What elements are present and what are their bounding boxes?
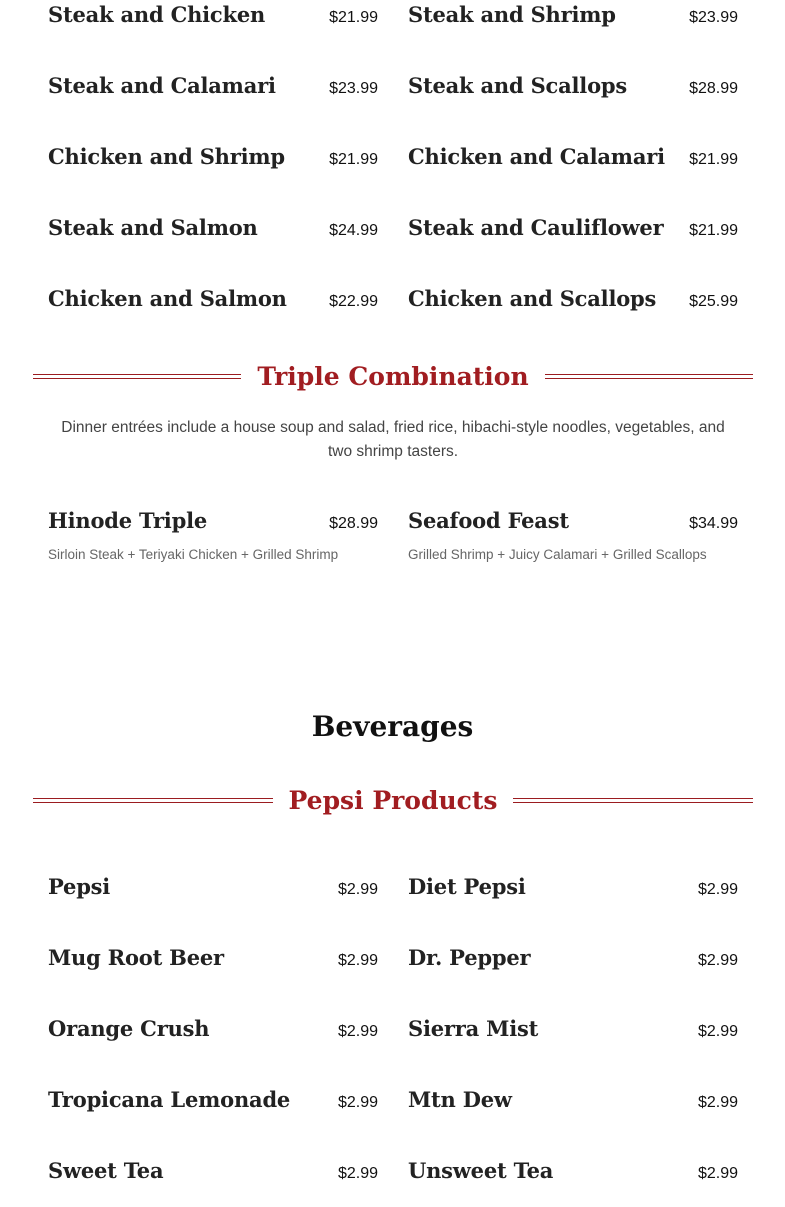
menu-item	[408, 73, 738, 98]
menu-item	[408, 1158, 738, 1183]
item-name: Steak and Chicken	[48, 2, 266, 27]
pepsi-products-header	[33, 780, 753, 820]
triple-menu-grid	[48, 508, 738, 562]
item-description: Grilled Shrimp + Juicy Calamari + Grilled Scallops	[408, 547, 707, 562]
item-name: Dr. Pepper	[408, 945, 531, 970]
item-price: $25.99	[689, 293, 738, 310]
item-price: $28.99	[689, 80, 738, 97]
divider-right	[545, 374, 753, 379]
menu-item	[48, 945, 378, 970]
item-price: $21.99	[689, 222, 738, 239]
item-price: $21.99	[329, 151, 378, 168]
item-price: $2.99	[697, 881, 738, 898]
menu-item	[408, 215, 738, 240]
menu-item	[408, 2, 738, 27]
item-price: $34.99	[689, 515, 738, 532]
item-price: $2.99	[337, 952, 378, 969]
item-name: Orange Crush	[48, 1016, 210, 1041]
triple-intro-text: Dinner entrées include a house soup and salad, fried rice, hibachi-style noodles, vegetables, and two shrimp tasters.	[61, 419, 725, 460]
item-price: $23.99	[689, 9, 738, 26]
item-name: Chicken and Shrimp	[48, 144, 285, 169]
item-name: Unsweet Tea	[408, 1158, 554, 1183]
menu-item	[48, 215, 378, 240]
menu-item	[408, 874, 738, 899]
section-title: Triple Combination	[257, 361, 529, 391]
item-name: Hinode Triple	[48, 508, 208, 533]
item-name: Sierra Mist	[408, 1016, 539, 1041]
item-price: $2.99	[337, 881, 378, 898]
menu-item	[48, 1158, 378, 1183]
item-price: $2.99	[697, 952, 738, 969]
item-name: Seafood Feast	[408, 508, 569, 533]
item-price: $23.99	[329, 80, 378, 97]
divider-right	[513, 798, 753, 803]
item-price: $2.99	[337, 1165, 378, 1182]
item-price: $21.99	[329, 9, 378, 26]
combo-menu-grid	[48, 2, 738, 311]
item-price: $21.99	[689, 151, 738, 168]
menu-item	[48, 874, 378, 899]
divider-left	[33, 374, 241, 379]
item-price: $22.99	[329, 293, 378, 310]
item-price: $2.99	[697, 1094, 738, 1111]
beverage-menu-grid	[48, 874, 738, 1183]
menu-item	[48, 508, 378, 562]
item-description: Sirloin Steak + Teriyaki Chicken + Grilled Shrimp	[48, 547, 339, 562]
menu-item	[408, 286, 738, 311]
item-name: Tropicana Lemonade	[48, 1087, 291, 1112]
item-price: $2.99	[337, 1023, 378, 1040]
menu-item	[48, 286, 378, 311]
item-name: Chicken and Scallops	[408, 286, 657, 311]
item-price: $28.99	[329, 515, 378, 532]
menu-item	[48, 2, 378, 27]
item-name: Steak and Cauliflower	[408, 215, 664, 240]
item-name: Sweet Tea	[48, 1158, 164, 1183]
menu-item	[408, 1016, 738, 1041]
item-price: $24.99	[329, 222, 378, 239]
item-price: $2.99	[697, 1165, 738, 1182]
item-name: Chicken and Salmon	[48, 286, 287, 311]
item-name: Chicken and Calamari	[408, 144, 665, 169]
menu-item	[408, 1087, 738, 1112]
item-name: Steak and Shrimp	[408, 2, 616, 27]
menu-item	[408, 508, 738, 562]
menu-item	[48, 73, 378, 98]
item-name: Pepsi	[48, 874, 111, 899]
beverages-heading: Beverages	[311, 710, 474, 743]
item-price: $2.99	[697, 1023, 738, 1040]
menu-item	[48, 144, 378, 169]
menu-item	[48, 1087, 378, 1112]
divider-left	[33, 798, 273, 803]
menu-item	[48, 1016, 378, 1041]
section-title: Pepsi Products	[288, 785, 498, 815]
item-name: Steak and Calamari	[48, 73, 276, 98]
menu-item	[408, 945, 738, 970]
item-price: $2.99	[337, 1094, 378, 1111]
menu-item	[408, 144, 738, 169]
item-name: Mtn Dew	[408, 1087, 512, 1112]
item-name: Diet Pepsi	[408, 874, 526, 899]
item-name: Mug Root Beer	[48, 945, 224, 970]
triple-combination-header	[33, 356, 753, 396]
item-name: Steak and Scallops	[408, 73, 627, 98]
item-name: Steak and Salmon	[48, 215, 258, 240]
